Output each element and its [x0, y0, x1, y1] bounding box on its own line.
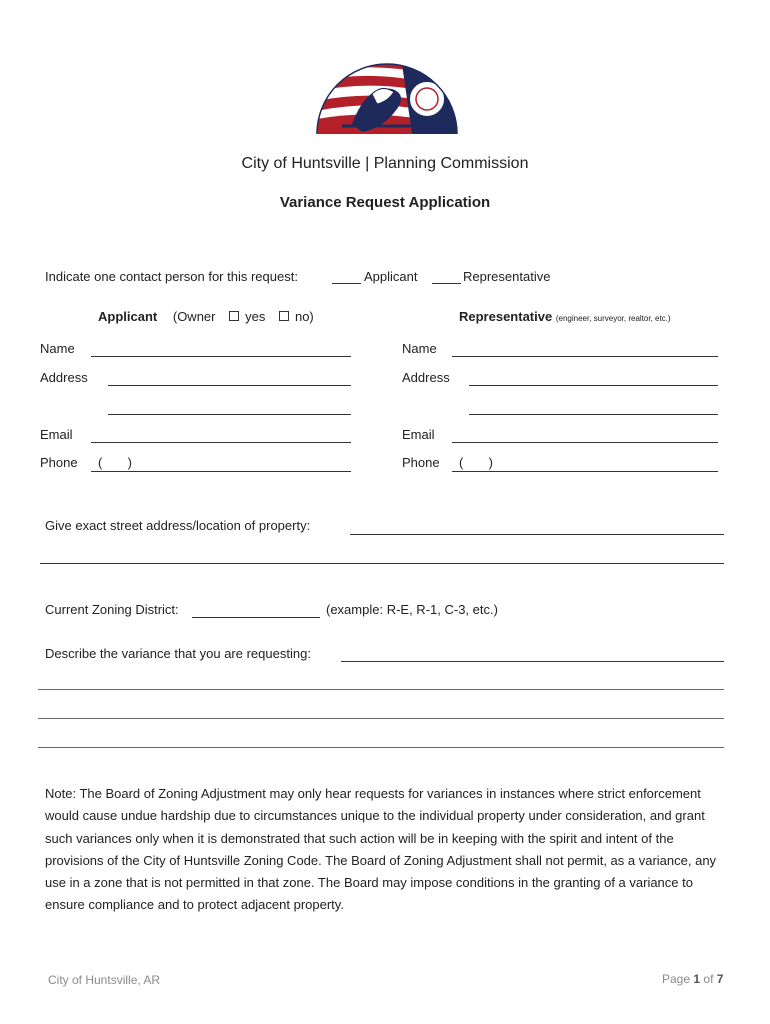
variance-field-4[interactable]: [38, 747, 724, 748]
page-current: 1: [693, 972, 701, 986]
page-title: Variance Request Application: [279, 194, 491, 211]
applicant-name-field[interactable]: [91, 356, 351, 357]
representative-name-label: Name: [402, 341, 437, 356]
city-seal-logo: [312, 54, 462, 136]
board-note: Note: The Board of Zoning Adjustment may only hear requests for variances in instances where strict enforcement would cause undue hardship due to circumstances unique to the individual property under consideration, and grant such variances only when it is demonstrated that such action will be in keeping with the spirit and intent of the provisions of the City of Huntsville Zoning Code. The Board of Zoning Adjustment shall not permit, as a variance, any use in a zone that is not permitted in that zone. The Board may impose conditions in the granting of a variance to ensure compliance and to protect adjacent property.: [45, 786, 717, 913]
applicant-address-field-1[interactable]: [108, 385, 351, 386]
representative-name-field[interactable]: [452, 356, 718, 357]
contact-applicant-label: Applicant: [364, 269, 418, 284]
applicant-phone-label: Phone: [40, 455, 78, 470]
page-of: of: [703, 972, 714, 986]
representative-email-label: Email: [402, 427, 435, 442]
applicant-address-field-2[interactable]: [108, 414, 351, 415]
zoning-field[interactable]: [192, 617, 320, 618]
owner-no-checkbox[interactable]: [279, 311, 289, 321]
representative-email-field[interactable]: [452, 442, 718, 443]
representative-address-field-2[interactable]: [469, 414, 718, 415]
variance-field-3[interactable]: [38, 718, 724, 719]
applicant-heading-row: [98, 309, 314, 324]
representative-heading: Representative: [459, 309, 553, 324]
contact-applicant-blank[interactable]: [332, 283, 361, 284]
owner-no-label: no): [294, 309, 314, 324]
applicant-email-field[interactable]: [91, 442, 351, 443]
representative-phone-field[interactable]: [452, 471, 718, 472]
variance-field-2[interactable]: [38, 689, 724, 690]
applicant-address-label: Address: [40, 370, 88, 385]
applicant-phone-field[interactable]: [91, 471, 351, 472]
property-address-field-2[interactable]: [40, 563, 724, 564]
applicant-name-label: Name: [40, 341, 75, 356]
property-address-field-1[interactable]: [350, 534, 724, 535]
owner-yes-checkbox[interactable]: [229, 311, 239, 321]
footer-page-number: [662, 972, 723, 986]
representative-heading-row: [459, 309, 671, 324]
zoning-label: Current Zoning District:: [45, 602, 179, 617]
page-total: 7: [716, 972, 724, 986]
representative-address-field-1[interactable]: [469, 385, 718, 386]
applicant-email-label: Email: [40, 427, 73, 442]
contact-prompt: Indicate one contact person for this request:: [45, 269, 298, 284]
representative-phone-label: Phone: [402, 455, 440, 470]
contact-representative-blank[interactable]: [432, 283, 461, 284]
owner-label: (Owner: [172, 309, 216, 324]
property-prompt: Give exact street address/location of property:: [45, 518, 311, 533]
zoning-example: (example: R-E, R-1, C-3, etc.): [326, 602, 498, 617]
representative-phone-areacode: ( ): [459, 455, 493, 470]
applicant-heading: Applicant: [98, 309, 158, 324]
contact-representative-label: Representative: [463, 269, 551, 284]
page-prefix: Page: [662, 972, 691, 986]
org-heading: City of Huntsville | Planning Commission: [241, 155, 529, 172]
applicant-phone-areacode: ( ): [98, 455, 132, 470]
footer-city: City of Huntsville, AR: [48, 973, 161, 987]
representative-address-label: Address: [402, 370, 450, 385]
variance-prompt: Describe the variance that you are requesting:: [45, 646, 311, 661]
owner-yes-label: yes: [245, 309, 266, 324]
representative-heading-note: (engineer, surveyor, realtor, etc.): [555, 314, 671, 323]
variance-field-1[interactable]: [341, 661, 724, 662]
